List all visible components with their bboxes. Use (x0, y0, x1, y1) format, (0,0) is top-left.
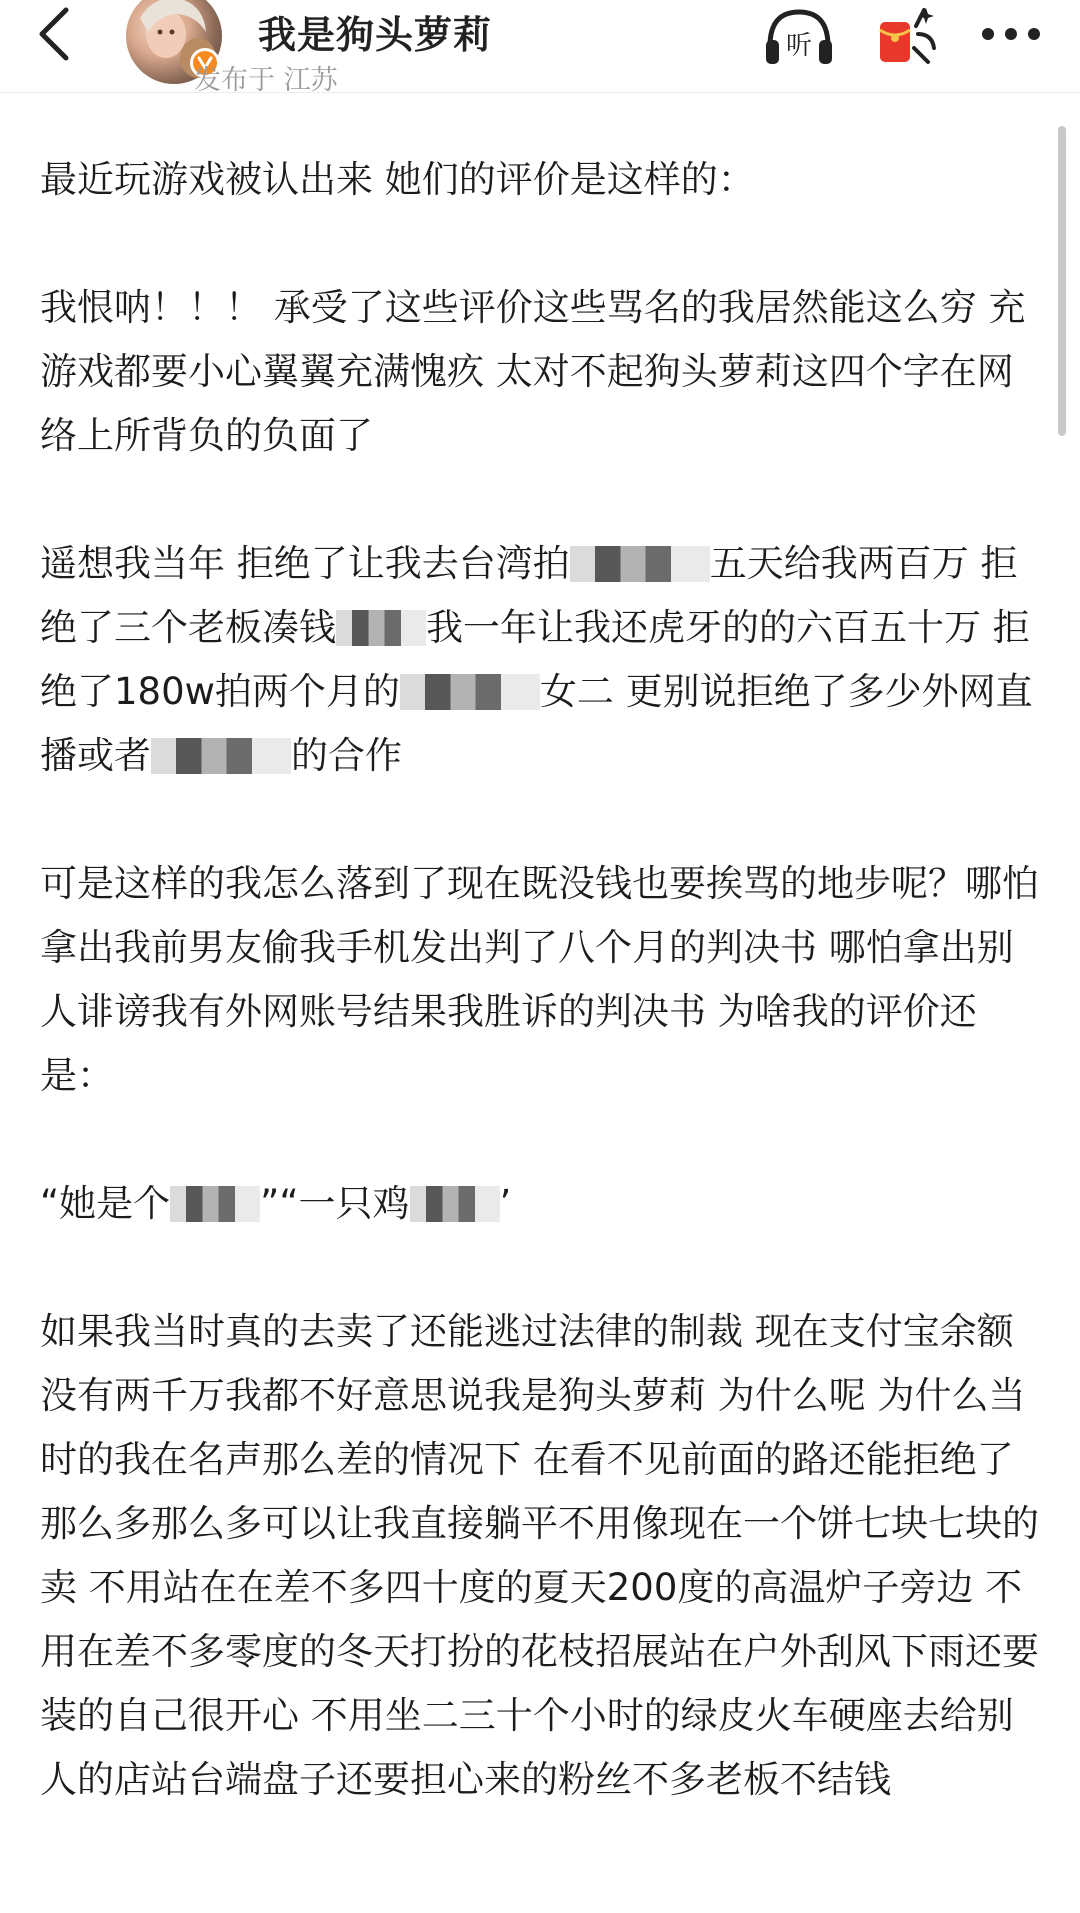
paragraph-gap (40, 788, 1040, 852)
post-text: 五天给我两百万 拒绝了三个老板凑钱 (40, 542, 1018, 649)
post-paragraph: 最近玩游戏被认出来 她们的评价是这样的： (40, 158, 755, 201)
paragraph-gap (40, 468, 1040, 532)
red-packet-icon (868, 4, 942, 70)
post-paragraph (40, 532, 1040, 788)
paragraph-gap (40, 1236, 1040, 1300)
paragraph-gap (40, 1108, 1040, 1172)
post-text: ”“一只鸡 (260, 1182, 410, 1225)
svg-text:听: 听 (785, 31, 813, 61)
post-text: ’ (499, 1182, 512, 1225)
mosaic-censor (151, 738, 291, 774)
post-paragraph (40, 1172, 1040, 1236)
mosaic-censor (570, 546, 710, 582)
back-button[interactable] (24, 4, 84, 64)
top-bar (0, 0, 1080, 96)
post-text: 遥想我当年 拒绝了让我去台湾拍 (40, 542, 570, 585)
mosaic-censor (170, 1186, 260, 1222)
post-text: “她是个 (40, 1182, 171, 1225)
post-paragraph: 可是这样的我怎么落到了现在既没钱也要挨骂的地步呢？哪怕拿出我前男友偷我手机发出判了八个月的判决书 哪怕拿出别人诽谤我有外网账号结果我胜诉的判决书 为啥我的评价还是： (40, 862, 1039, 1097)
post-paragraph: 我恨呐！！！ 承受了这些评价这些骂名的我居然能这么穷 充游戏都要小心翼翼充满愧疚 太对不起狗头萝莉这四个字在网络上所背负的负面了 (40, 286, 1026, 457)
red-packet-button[interactable] (868, 4, 942, 70)
listen-headphones-icon (762, 4, 836, 70)
post-meta: 发布于 江苏 (194, 65, 338, 96)
post-body (40, 148, 1040, 1812)
mosaic-censor (400, 674, 540, 710)
scrollbar[interactable] (1058, 126, 1066, 436)
chevron-left-icon (34, 6, 74, 62)
more-dots-icon (974, 4, 1048, 70)
post-paragraph: 如果我当时真的去卖了还能逃过法律的制裁 现在支付宝余额没有两千万我都不好意思说我是狗头萝莉 为什么呢 为什么当时的我在名声那么差的情况下 在看不见前面的路还能拒绝了那么多那么多可以让我直接躺平不用像现在一个饼七块七块的卖 不用站在在差不多四十度的夏天200度的高温炉子旁边 不用在差不多零度的冬天打扮的花枝招展站在户外刮风下雨还要装的自己很开心 不用坐二三十个小时的绿皮火车硬座去给别人的店站台端盘子还要担心来的粉丝不多老板不结钱 (40, 1310, 1039, 1801)
more-button[interactable] (974, 4, 1048, 70)
mosaic-censor (410, 1186, 500, 1222)
post-text: 的合作 (291, 734, 402, 777)
post-text: 我一年让我还虎牙的的六百五十万 拒绝了180w拍两个月的 (40, 606, 1030, 713)
username[interactable]: 我是狗头萝莉 (258, 13, 493, 57)
listen-button[interactable] (762, 4, 836, 70)
mosaic-censor (336, 610, 426, 646)
post-text: 女二 更别说拒绝了多少外网直播或者 (40, 670, 1033, 777)
paragraph-gap (40, 212, 1040, 276)
